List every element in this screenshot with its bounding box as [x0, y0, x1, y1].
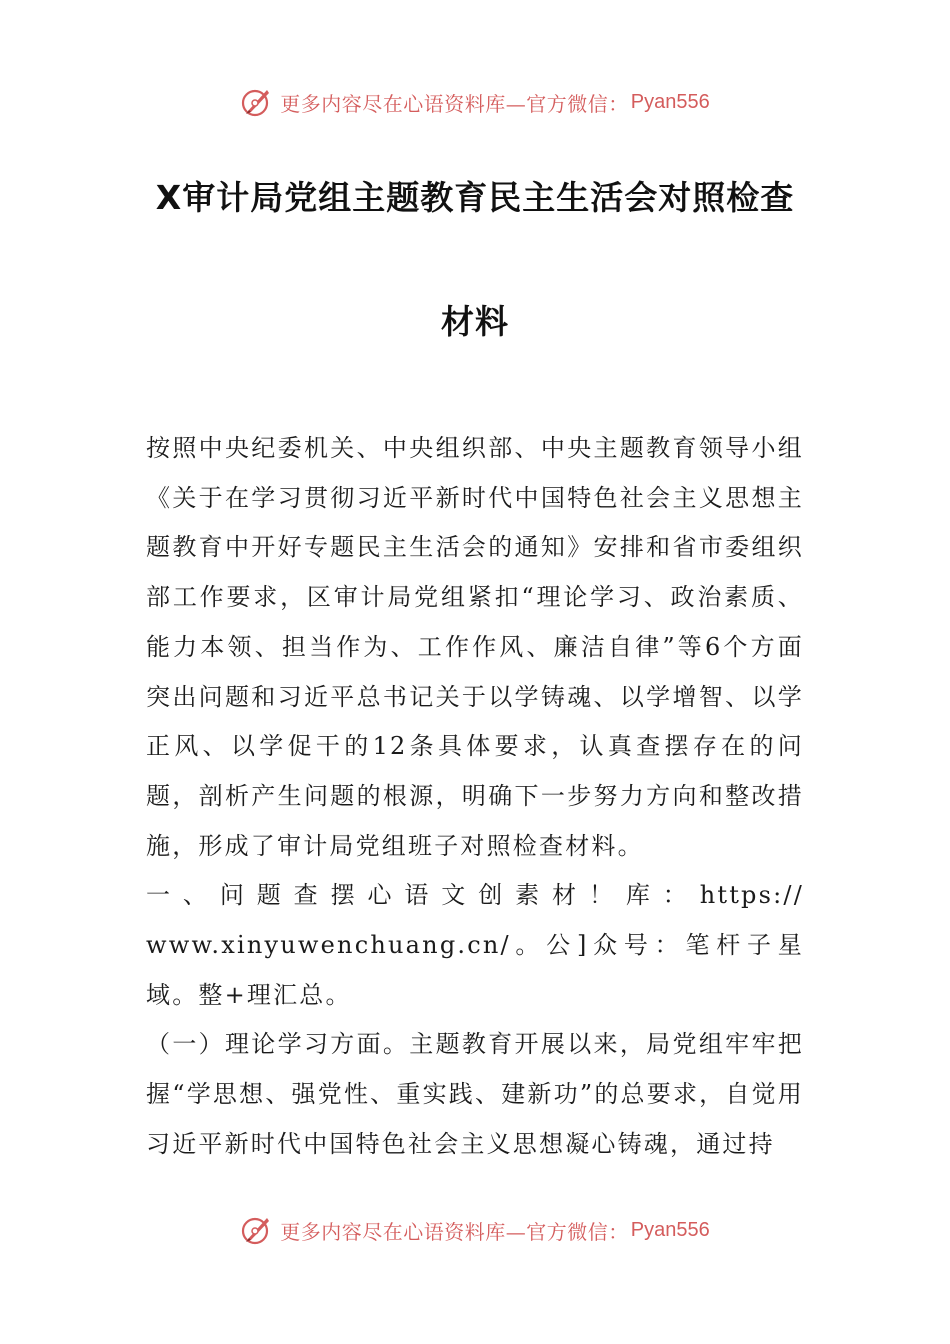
document-title-line-2: 材料 [441, 302, 509, 341]
quill-pen-logo-icon [240, 1213, 274, 1247]
header-banner [0, 80, 950, 124]
banner-text: 更多内容尽在心语资料库—官方微信： [280, 1219, 629, 1244]
section-heading-line-1: 一、问题查摆心语文创素材！库：https:// [146, 881, 804, 910]
document-body [146, 424, 804, 1170]
footer-banner [0, 1208, 950, 1252]
banner-wechat-id: Pyan556 [630, 90, 710, 113]
document-title-line-1: X审计局党组主题教育民主生活会对照检查 [155, 178, 795, 217]
section-heading-line-2: www.xinyuwenchuang.cn/。公]众号：笔杆子星域。整+理汇总。 [146, 931, 804, 1009]
quill-pen-logo-icon [240, 85, 274, 119]
intro-paragraph: 按照中央纪委机关、中央组织部、中央主题教育领导小组《关于在学习贯彻习近平新时代中国特色社会主义思想主题教育中开好专题民主生活会的通知》安排和省市委组织部工作要求，区审计局党组紧扣“理论学习、政治素质、能力本领、担当作为、工作作风、廉洁自律”等6个方面突出问题和习近平总书记关于以学铸魂、以学增智、以学正风、以学促干的12条具体要求，认真查摆存在的问题，剖析产生问题的根源，明确下一步努力方向和整改措施，形成了审计局党组班子对照检查材料。 [146, 434, 804, 860]
banner-wechat-id: Pyan556 [630, 1218, 710, 1241]
banner-text: 更多内容尽在心语资料库—官方微信： [280, 91, 629, 116]
theory-study-paragraph: （一）理论学习方面。主题教育开展以来，局党组牢牢把握“学思想、强党性、重实践、建新功”的总要求，自觉用习近平新时代中国特色社会主义思想凝心铸魂，通过持 [146, 1030, 804, 1158]
